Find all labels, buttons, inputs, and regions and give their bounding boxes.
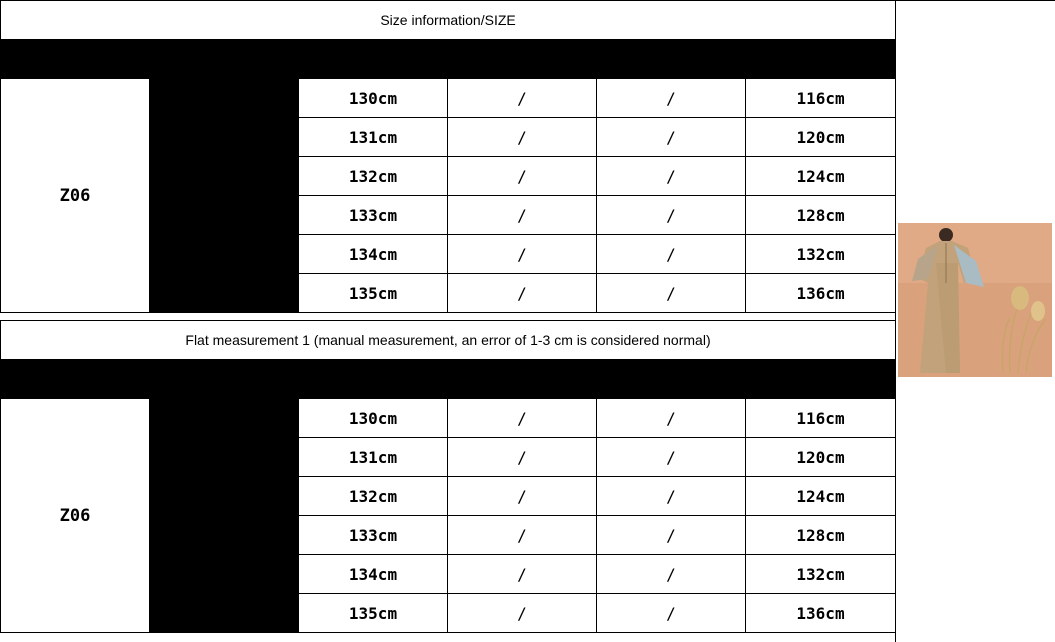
sleeve-cell: /	[448, 594, 597, 633]
length-cell: 131cm	[299, 118, 448, 157]
length-cell: 130cm	[299, 399, 448, 438]
header-number: Number	[1, 360, 150, 399]
bust-cell: 128cm	[746, 516, 896, 555]
bust-cell: 132cm	[746, 555, 896, 594]
bust-cell: 116cm	[746, 79, 896, 118]
header-shoulder: Shoulder	[597, 360, 746, 399]
bust-cell: 124cm	[746, 157, 896, 196]
shoulder-cell: /	[597, 274, 746, 313]
size-cell: 2XL	[150, 555, 299, 594]
bust-cell: 120cm	[746, 438, 896, 477]
length-cell: 130cm	[299, 79, 448, 118]
header-sleeve-length: Sleeve Length	[448, 40, 597, 79]
sleeve-cell: /	[448, 118, 597, 157]
bust-cell: 124cm	[746, 477, 896, 516]
table-title-row	[1, 1, 896, 40]
size-cell: 3XL	[150, 594, 299, 633]
sleeve-cell: /	[448, 555, 597, 594]
shoulder-cell: /	[597, 79, 746, 118]
table-title: Size information/SIZE	[1, 1, 896, 40]
size-cell: M	[150, 118, 299, 157]
sleeve-cell: /	[448, 516, 597, 555]
header-shoulder-width: Shoulder Width	[597, 40, 746, 79]
header-size: Size	[150, 360, 299, 399]
table-row	[1, 399, 896, 438]
size-cell: M	[150, 438, 299, 477]
length-cell: 134cm	[299, 555, 448, 594]
product-photo	[898, 223, 1052, 377]
flat-measurement-table	[0, 320, 896, 633]
size-information-table	[0, 0, 896, 313]
header-sleeve: Sleeve	[448, 360, 597, 399]
shoulder-cell: /	[597, 157, 746, 196]
size-cell: XL	[150, 196, 299, 235]
size-cell: L	[150, 477, 299, 516]
shoulder-cell: /	[597, 196, 746, 235]
length-cell: 135cm	[299, 594, 448, 633]
sleeve-cell: /	[448, 399, 597, 438]
sleeve-cell: /	[448, 477, 597, 516]
decor-gold-leaf	[1011, 286, 1029, 310]
length-cell: 133cm	[299, 196, 448, 235]
size-cell: 3XL	[150, 274, 299, 313]
table-title: Flat measurement 1 (manual measurement, an error of 1-3 cm is considered normal)	[1, 321, 896, 360]
sleeve-cell: /	[448, 79, 597, 118]
length-cell: 134cm	[299, 235, 448, 274]
header-bust: Bust	[746, 360, 896, 399]
shoulder-cell: /	[597, 438, 746, 477]
bust-cell: 128cm	[746, 196, 896, 235]
size-cell: L	[150, 157, 299, 196]
size-cell: XL	[150, 516, 299, 555]
table-title-row	[1, 321, 896, 360]
header-row	[1, 40, 896, 79]
sleeve-cell: /	[448, 274, 597, 313]
shoulder-cell: /	[597, 516, 746, 555]
size-cell: 2XL	[150, 235, 299, 274]
sleeve-cell: /	[448, 235, 597, 274]
header-size: Size	[150, 40, 299, 79]
bust-cell: 116cm	[746, 399, 896, 438]
length-cell: 131cm	[299, 438, 448, 477]
bust-cell: 136cm	[746, 274, 896, 313]
header-model-no: Model No.	[1, 40, 150, 79]
header-row	[1, 360, 896, 399]
size-cell: S	[150, 79, 299, 118]
length-cell: 133cm	[299, 516, 448, 555]
shoulder-cell: /	[597, 235, 746, 274]
header-bust: Bust	[746, 40, 896, 79]
shoulder-cell: /	[597, 399, 746, 438]
shoulder-cell: /	[597, 594, 746, 633]
shoulder-cell: /	[597, 118, 746, 157]
length-cell: 132cm	[299, 157, 448, 196]
length-cell: 135cm	[299, 274, 448, 313]
length-cell: 132cm	[299, 477, 448, 516]
shoulder-cell: /	[597, 555, 746, 594]
bust-cell: 132cm	[746, 235, 896, 274]
decor-gold-leaf	[1031, 301, 1045, 321]
size-cell: S	[150, 399, 299, 438]
bust-cell: 136cm	[746, 594, 896, 633]
model-number-cell: Z06	[1, 399, 150, 633]
table-row	[1, 79, 896, 118]
sleeve-cell: /	[448, 157, 597, 196]
sleeve-cell: /	[448, 438, 597, 477]
header-top-length: Top Length	[299, 40, 448, 79]
bust-cell: 120cm	[746, 118, 896, 157]
model-number-cell: Z06	[1, 79, 150, 313]
sleeve-cell: /	[448, 196, 597, 235]
header-length: Length	[299, 360, 448, 399]
shoulder-cell: /	[597, 477, 746, 516]
